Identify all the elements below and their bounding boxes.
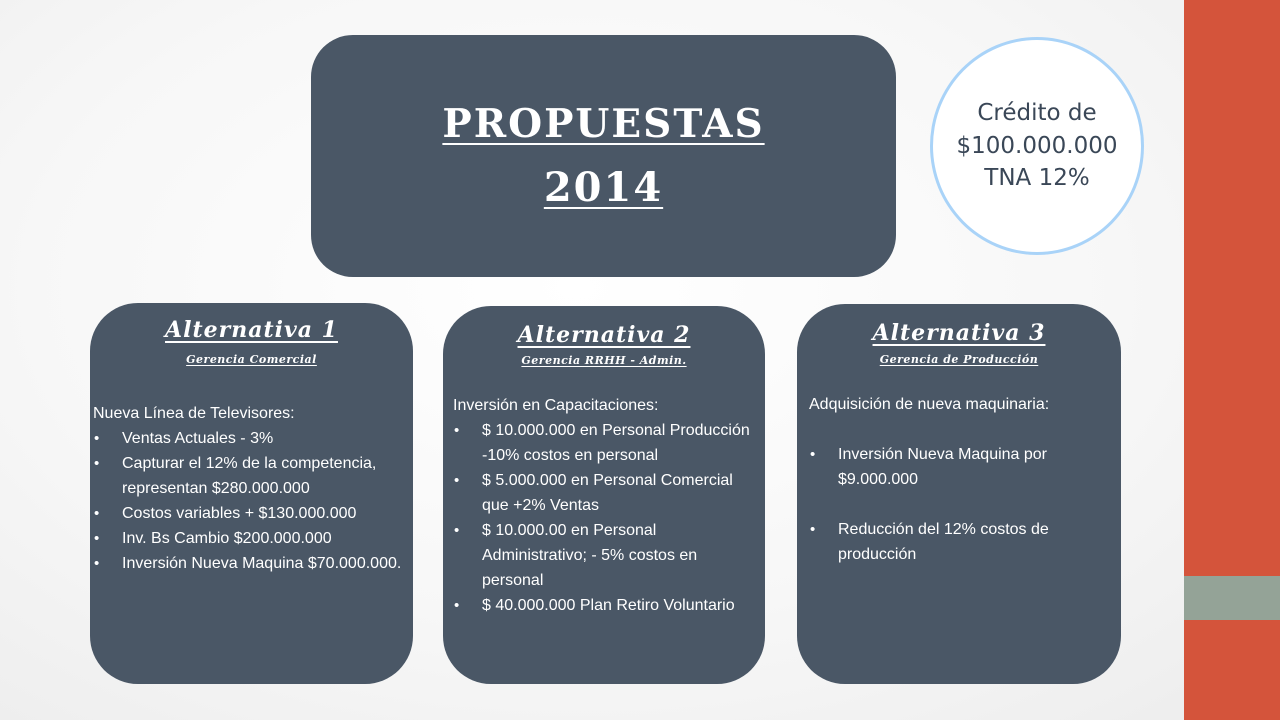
bullet-item: • $ 10.000.00 en Personal Administrativo; - 5% costos en personal [453, 518, 758, 593]
card-subtitle: Gerencia de Producción [879, 353, 1039, 366]
card-body [453, 393, 758, 618]
card-subtitle: Gerencia Comercial [186, 353, 317, 366]
bullet-item: • Reducción del 12% costos de producción [809, 517, 1109, 567]
bullet-item: • Costos variables + $130.000.000 [93, 501, 411, 526]
bullet-item: • Ventas Actuales - 3% [93, 426, 411, 451]
card-title: Alternativa 2 [517, 322, 691, 348]
credit-line-rate: TNA 12% [984, 165, 1090, 192]
bullet-item: • $ 10.000.000 en Personal Producción -10% costos en personal [453, 418, 758, 468]
card-intro: Inversión en Capacitaciones: [453, 397, 659, 414]
card-intro: Adquisición de nueva maquinaria: [809, 396, 1050, 413]
card-body [809, 392, 1109, 567]
bullet-list [809, 442, 1109, 567]
credit-line-label: Crédito de [977, 100, 1097, 127]
bullet-item: • Inversión Nueva Maquina $70.000.000. [93, 551, 411, 576]
bullet-item: • $ 40.000.000 Plan Retiro Voluntario [453, 593, 758, 618]
alternative-card-3 [797, 304, 1121, 684]
slide-year: 2014 [543, 163, 664, 211]
slide-title: PROPUESTAS [442, 100, 765, 147]
accent-bar-secondary [1184, 576, 1280, 620]
alternative-card-2 [443, 306, 765, 684]
title-box [311, 35, 896, 277]
bullet-item: • Inv. Bs Cambio $200.000.000 [93, 526, 411, 551]
bullet-item: • Capturar el 12% de la competencia, representan $280.000.000 [93, 451, 411, 501]
bullet-item: • $ 5.000.000 en Personal Comercial que +2% Ventas [453, 468, 758, 518]
credit-circle [930, 37, 1144, 255]
card-title: Alternativa 1 [165, 317, 338, 343]
bullet-item: • Inversión Nueva Maquina por $9.000.000 [809, 442, 1109, 492]
card-header [443, 306, 765, 367]
card-title: Alternativa 3 [872, 320, 1046, 346]
card-intro: Nueva Línea de Televisores: [93, 405, 295, 422]
card-header [90, 303, 413, 366]
bullet-list [453, 418, 758, 618]
card-header [797, 304, 1121, 366]
card-body [93, 401, 411, 576]
credit-line-amount: $100.000.000 [956, 132, 1118, 159]
card-subtitle: Gerencia RRHH - Admin. [521, 354, 687, 367]
bullet-list [93, 426, 411, 576]
alternative-card-1 [90, 303, 413, 684]
